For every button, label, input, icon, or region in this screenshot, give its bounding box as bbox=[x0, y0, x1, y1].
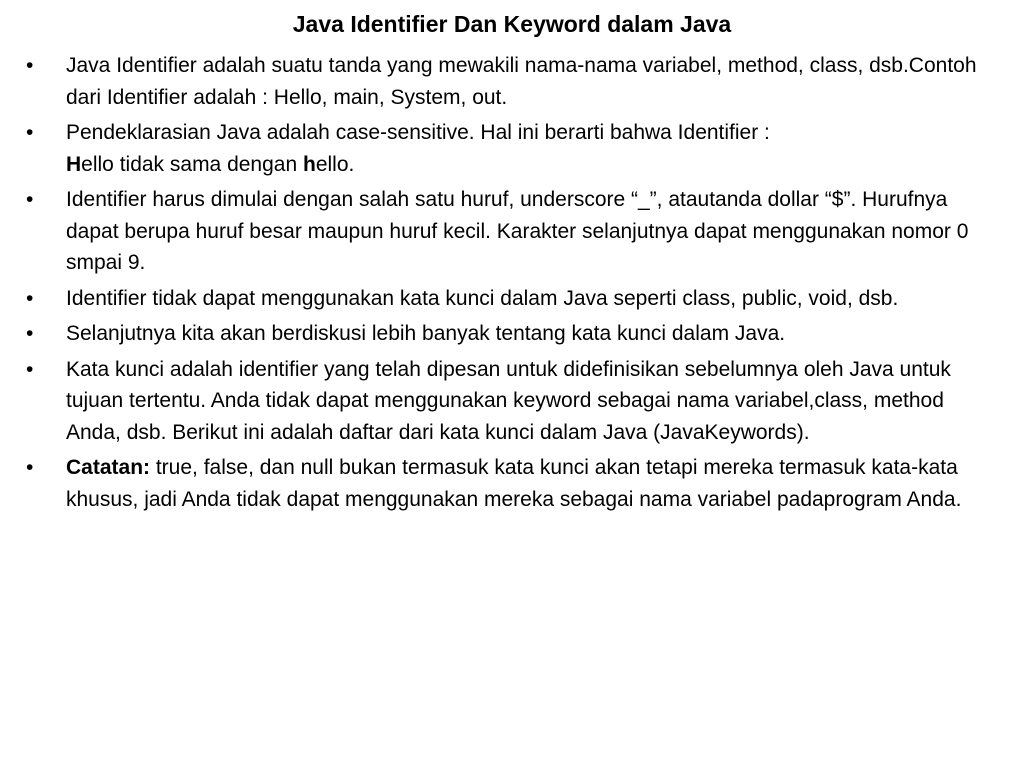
note-label: Catatan: bbox=[66, 456, 151, 479]
bullet-text: Identifier tidak dapat menggunakan kata kunci dalam Java seperti class, public, void, dsb. bbox=[66, 286, 899, 310]
bullet-dot: • bbox=[26, 121, 34, 144]
bullet-dot: • bbox=[26, 188, 34, 211]
bullet-dot: • bbox=[26, 322, 34, 345]
bullet-text: Kata kunci adalah identifier yang telah dipesan untuk didefinisikan sebelumnya oleh Java untuk tujuan tertentu. Anda tidak dapat menggunakan keyword sebagai nama variabel,class, method Anda, dsb. Berikut ini adalah daftar dari kata kunci dalam Java (JavaKeywords). bbox=[66, 357, 951, 444]
bullet-dot: • bbox=[26, 357, 34, 381]
bullet-item bbox=[26, 452, 996, 515]
bullet-bold-letter: h bbox=[302, 152, 316, 176]
bullet-dot: • bbox=[26, 456, 34, 479]
bullet-dot: • bbox=[26, 286, 34, 310]
bullet-text: Identifier harus dimulai dengan salah satu huruf, underscore “_”, atautanda dollar “$”. Hurufnya dapat berupa huruf besar maupun huruf kecil. Karakter selanjutnya dapat menggunakan nomor 0 smpai 9. bbox=[66, 188, 969, 274]
bullet-text: Selanjutnya kita akan berdiskusi lebih banyak tentang kata kunci dalam Java. bbox=[66, 322, 786, 345]
bullet-item bbox=[26, 283, 996, 315]
bullet-list bbox=[26, 50, 996, 519]
bullet-item bbox=[26, 50, 996, 113]
bullet-text: ello. bbox=[315, 152, 355, 176]
bullet-item bbox=[26, 117, 996, 180]
bullet-item bbox=[26, 184, 996, 279]
bullet-item bbox=[26, 354, 996, 449]
bullet-dot: • bbox=[26, 54, 34, 77]
bullet-text: ello tidak sama dengan bbox=[81, 152, 303, 176]
bullet-text: Pendeklarasian Java adalah case-sensitive. Hal ini berarti bahwa Identifier : bbox=[66, 121, 770, 144]
bullet-item bbox=[26, 318, 996, 350]
bullet-bold-letter: H bbox=[66, 152, 82, 176]
bullet-text: Java Identifier adalah suatu tanda yang mewakili nama-nama variabel, method, class, dsb.Contoh dari Identifier adalah : Hello, main, System, out. bbox=[66, 54, 977, 109]
slide-title: Java Identifier Dan Keyword dalam Java bbox=[292, 11, 732, 37]
bullet-text: true, false, dan null bukan termasuk kata kunci akan tetapi mereka termasuk kata-kata khusus, jadi Anda tidak dapat menggunakan mereka sebagai nama variabel padaprogram Anda. bbox=[66, 456, 962, 511]
